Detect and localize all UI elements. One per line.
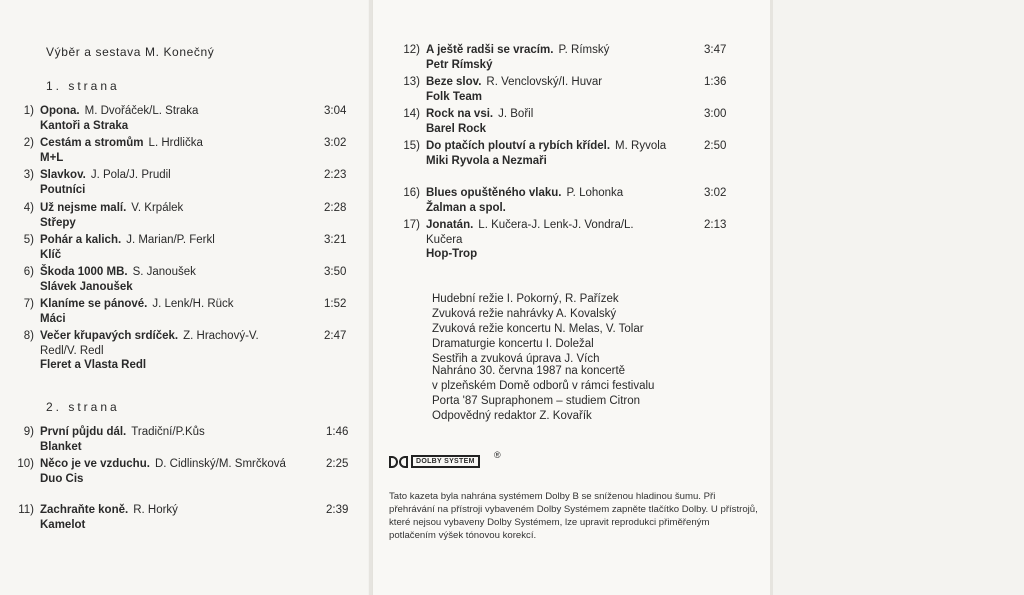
track-performer: Hop-Trop xyxy=(426,248,478,260)
track-title: Slavkov. xyxy=(40,169,86,181)
track-title: Blues opuštěného vlaku. xyxy=(426,187,562,199)
track-duration: 3:04 xyxy=(324,105,347,117)
recording-line: Nahráno 30. června 1987 na koncertě xyxy=(432,365,626,377)
track-title: Klaníme se pánové. xyxy=(40,298,148,310)
track-duration: 3:21 xyxy=(324,234,347,246)
track-performer: Střepy xyxy=(40,216,76,229)
track-performer: Petr Rímský xyxy=(426,58,493,71)
track-duration: 2:23 xyxy=(324,169,347,181)
track-number: 9) xyxy=(23,426,34,438)
track-composer: J. Lenk/H. Rück xyxy=(152,298,234,310)
track-composer: V. Krpálek xyxy=(131,202,184,214)
track-title: Něco je ve vzduchu. xyxy=(40,458,150,470)
track-number: 12) xyxy=(403,44,420,56)
editor-credit: Odpovědný redaktor Z. Kovařík xyxy=(432,410,592,422)
track-number: 4) xyxy=(23,202,34,214)
track-duration: 2:39 xyxy=(326,504,349,516)
track-title: Opona. xyxy=(40,105,80,117)
track-performer: Duo Cis xyxy=(40,472,84,485)
track-performer: Klíč xyxy=(40,248,62,261)
track-performer: Kantoři a Straka xyxy=(40,119,129,132)
track-number: 16) xyxy=(403,187,420,199)
track-composer: J. Marian/P. Ferkl xyxy=(126,234,215,246)
track-duration: 3:02 xyxy=(704,187,727,199)
track-row xyxy=(12,457,358,503)
track-composer: D. Cidlinský/M. Smrčková xyxy=(154,458,286,470)
track-duration: 2:13 xyxy=(704,219,727,231)
track-number: 15) xyxy=(403,140,420,152)
track-performer: M+L xyxy=(40,151,64,164)
track-composer: P. Lohonka xyxy=(566,187,624,199)
side-2-label: 2. strana xyxy=(46,400,120,414)
registered-mark: ® xyxy=(494,450,501,460)
track-performer: Barel Rock xyxy=(426,122,487,135)
track-performer: Fleret a Vlasta Redl xyxy=(40,359,147,371)
track-title: Jonatán. xyxy=(426,219,474,231)
track-title: Rock na vsi. xyxy=(426,108,494,120)
recording-info xyxy=(432,364,654,409)
track-number: 6) xyxy=(23,266,34,278)
credit-line: Dramaturgie koncertu I. Doležal xyxy=(432,338,594,350)
dolby-logo xyxy=(389,455,480,468)
track-composer: R. Horký xyxy=(133,504,178,516)
track-duration: 1:46 xyxy=(326,426,349,438)
track-duration: 2:25 xyxy=(326,458,349,470)
track-performer: Kamelot xyxy=(40,518,86,531)
track-number: 3) xyxy=(23,169,34,181)
production-credits xyxy=(432,292,644,367)
inlay-panel-right xyxy=(772,0,1024,595)
credit-line: Zvuková režie nahrávky A. Kovalský xyxy=(432,308,617,320)
track-title: Večer křupavých srdíček. xyxy=(40,330,179,342)
track-performer: Žalman a spol. xyxy=(426,201,506,214)
track-duration: 3:00 xyxy=(704,108,727,120)
track-composer: J. Bořil xyxy=(498,108,534,120)
track-composer: R. Venclovský/I. Huvar xyxy=(486,76,603,88)
track-composer: M. Ryvola xyxy=(615,140,667,152)
track-title: A ještě radši se vracím. xyxy=(426,44,554,56)
track-title: První půjdu dál. xyxy=(40,426,127,438)
track-performer: Miki Ryvola a Nezmaři xyxy=(426,154,547,167)
track-duration: 2:47 xyxy=(324,330,347,342)
track-number: 1) xyxy=(23,105,34,117)
credit-line: Hudební režie I. Pokorný, R. Pařízek xyxy=(432,293,619,305)
fold-line xyxy=(369,0,372,595)
track-performer: Máci xyxy=(40,312,66,325)
track-title: Zachraňte koně. xyxy=(40,504,129,516)
track-number: 8) xyxy=(23,330,34,342)
track-duration: 3:02 xyxy=(324,137,347,149)
track-composer: L. Kučera-J. Lenk-J. Vondra/L. Kučera xyxy=(426,219,634,246)
credit-line: Sestřih a zvuková úprava J. Vích xyxy=(432,353,600,365)
track-row xyxy=(398,139,736,185)
track-performer: Slávek Janoušek xyxy=(40,280,133,293)
track-number: 11) xyxy=(18,504,34,516)
dolby-notice: Tato kazeta byla nahrána systémem Dolby B se sníženou hladinou šumu. Při přehrávání na přístroji vybaveném Dolby Systémem zapněte tlačítko Dolby. U přístrojů, které nejsou vybaveny Dolby Systémem, lze upravit reprodukci přiměřeným potlačením výšek tónovou korekcí. xyxy=(389,491,758,541)
track-title: Škoda 1000 MB. xyxy=(40,266,128,278)
fold-line xyxy=(770,0,773,595)
track-number: 5) xyxy=(23,234,34,246)
double-d-icon xyxy=(389,456,408,468)
track-title: Do ptačích ploutví a rybích křídel. xyxy=(426,140,611,152)
compilation-credit: Výběr a sestava M. Konečný xyxy=(46,45,215,59)
track-duration: 1:36 xyxy=(704,76,727,88)
track-title: Pohár a kalich. xyxy=(40,234,122,246)
track-title: Cestám a stromům xyxy=(40,137,144,149)
track-duration: 3:47 xyxy=(704,44,727,56)
track-number: 10) xyxy=(17,458,34,470)
track-number: 2) xyxy=(23,137,34,149)
track-row xyxy=(398,218,736,264)
track-composer: J. Pola/J. Prudil xyxy=(90,169,171,181)
track-performer: Folk Team xyxy=(426,90,483,103)
track-number: 14) xyxy=(403,108,420,120)
track-number: 7) xyxy=(23,298,34,310)
track-number: 13) xyxy=(403,76,420,88)
track-duration: 2:50 xyxy=(704,140,727,152)
track-number: 17) xyxy=(403,219,420,231)
credit-line: Zvuková režie koncertu N. Melas, V. Tolar xyxy=(432,323,644,335)
track-title: Beze slov. xyxy=(426,76,482,88)
recording-line: v plzeňském Domě odborů v rámci festivalu xyxy=(432,380,655,392)
recording-line: Porta '87 Supraphonem – studiem Citron xyxy=(432,395,641,407)
track-composer: L. Hrdlička xyxy=(148,137,203,149)
track-duration: 2:28 xyxy=(324,202,347,214)
track-performer: Poutníci xyxy=(40,183,86,196)
track-row xyxy=(12,329,356,375)
track-duration: 3:50 xyxy=(324,266,347,278)
track-performer: Blanket xyxy=(40,440,82,453)
track-composer: S. Janoušek xyxy=(132,266,196,278)
dolby-system-label: DOLBY SYSTEM xyxy=(411,455,480,468)
track-row xyxy=(12,503,358,549)
track-composer: Z. Hrachový-V. Redl/V. Redl xyxy=(40,330,259,357)
side-1-label: 1. strana xyxy=(46,79,120,93)
track-title: Už nejsme malí. xyxy=(40,202,127,214)
track-composer: M. Dvořáček/L. Straka xyxy=(84,105,199,117)
track-duration: 1:52 xyxy=(324,298,347,310)
track-composer: Tradiční/P.Kůs xyxy=(131,426,205,438)
track-composer: P. Rímský xyxy=(558,44,610,56)
